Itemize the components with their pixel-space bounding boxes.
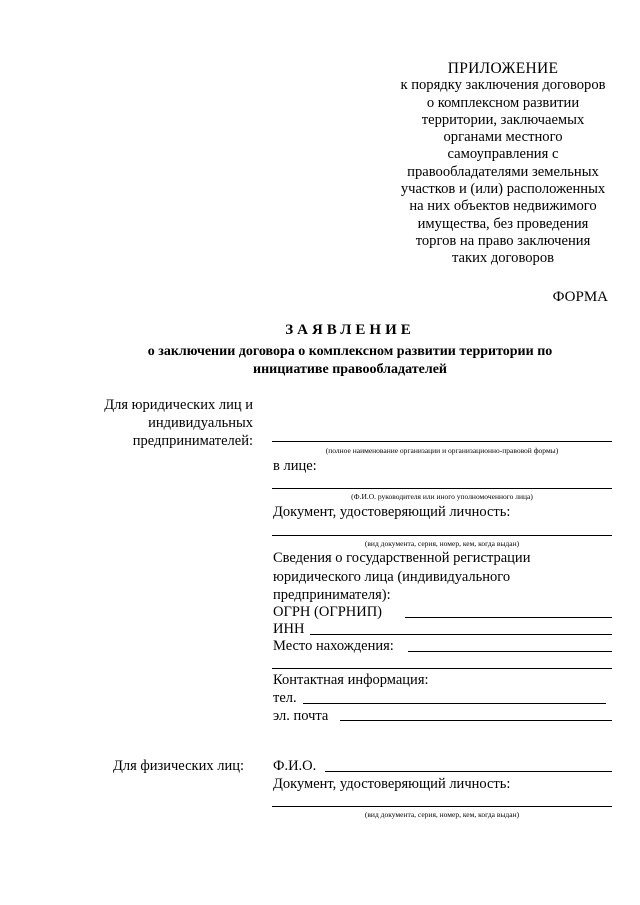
full-name-field[interactable] [325, 771, 612, 772]
id-document-label: Документ, удостоверяющий личность: [273, 504, 511, 520]
appendix-line: территории, заключаемых [421, 111, 585, 128]
form-label: ФОРМА [552, 289, 608, 305]
registration-label-line-3: предпринимателя): [273, 587, 391, 603]
inn-label: ИНН [273, 621, 305, 637]
appendix-line: самоуправления с [447, 146, 559, 163]
legal-label-line-2: индивидуальных [148, 415, 253, 431]
registration-label-line-1: Сведения о государственной регистрации [273, 550, 531, 566]
appendix-line: таких договоров [451, 250, 555, 267]
appendix-line: имущества, без проведения [417, 215, 589, 232]
appendix-line: на них объектов недвижимого [409, 198, 597, 215]
appendix-header [388, 60, 618, 268]
location-label: Место нахождения: [273, 638, 394, 654]
email-field[interactable] [340, 720, 612, 721]
legal-label-line-1: Для юридических лиц и [104, 397, 253, 413]
id-document-hint: (вид документа, серия, номер, кем, когда выдан) [364, 539, 520, 548]
represented-by-label: в лице: [273, 458, 317, 474]
contact-info-label: Контактная информация: [273, 672, 429, 688]
email-label: эл. почта [273, 708, 329, 724]
ogrn-field[interactable] [405, 617, 612, 618]
subtitle-line-1: о заключении договора о комплексном развитии территории по [147, 344, 553, 359]
registration-label-line-2: юридического лица (индивидуального [273, 569, 511, 585]
appendix-title: ПРИЛОЖЕНИЕ [447, 60, 559, 77]
physical-id-document-label: Документ, удостоверяющий личность: [273, 776, 511, 792]
phone-label: тел. [273, 690, 297, 706]
appendix-line: о комплексном развитии [426, 94, 580, 111]
appendix-line: участков и (или) расположенных [400, 181, 606, 198]
org-name-hint: (полное наименование организации и организационно-правовой формы) [325, 446, 559, 455]
inn-field[interactable] [310, 634, 612, 635]
legal-label-line-3: предпринимателей: [132, 433, 253, 449]
legal-entity-label [60, 396, 253, 450]
phone-field[interactable] [303, 703, 606, 704]
document-subtitle [90, 343, 610, 379]
appendix-line: органами местного [443, 129, 563, 146]
appendix-line: к порядку заключения договоров [400, 77, 606, 94]
head-name-field[interactable] [272, 488, 612, 489]
appendix-line: торгов на право заключения [415, 232, 591, 249]
org-name-field[interactable] [272, 441, 612, 442]
subtitle-line-2: инициативе правообладателей [253, 362, 447, 377]
location-field[interactable] [408, 651, 612, 652]
id-document-field[interactable] [272, 535, 612, 536]
document-title: ЗАЯВЛЕНИЕ [285, 322, 415, 338]
physical-person-label: Для физических лиц: [112, 758, 244, 774]
head-name-hint: (Ф.И.О. руководителя или иного уполномоченного лица) [351, 492, 533, 501]
physical-id-document-hint: (вид документа, серия, номер, кем, когда выдан) [364, 810, 520, 819]
full-name-label: Ф.И.О. [273, 758, 317, 774]
location-field-continued[interactable] [272, 668, 612, 669]
appendix-line: правообладателями земельных [407, 163, 599, 180]
ogrn-label: ОГРН (ОГРНИП) [273, 604, 383, 620]
physical-id-document-field[interactable] [272, 806, 612, 807]
